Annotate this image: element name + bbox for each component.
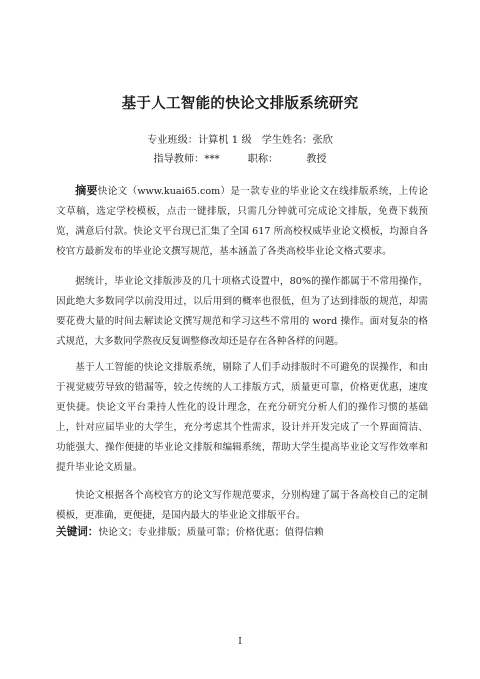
rank-value: 教授	[306, 154, 327, 165]
abstract-paragraph-4	[56, 486, 428, 526]
advisor-info-line	[0, 150, 480, 165]
abstract-label: 摘要	[75, 184, 98, 197]
author-info-line	[0, 131, 480, 146]
keywords-text: 快论文；专业排版；质量可靠；价格优惠；值得信赖	[98, 527, 324, 538]
class-value: 计算机 1 级	[197, 135, 252, 146]
paragraph-text: 基于人工智能的快论文排版系统，剔除了人们手动排版时不可避免的误操作，和由于视觉疲劳导致的错漏等，较之传统的人工排版方式，质量更可靠，价格更优惠，速度更快捷。快论文平台秉持人性化的设计理念，在充分研究分析人们的操作习惯的基础上，针对应届毕业的大学生，充分考虑其个性需求，设计并开发完成了一个界面简洁、功能强大、操作便捷的毕业论文排版和编辑系统，帮助大学生提高毕业论文写作效率和提升毕业论文质量。	[56, 362, 428, 473]
rank-label: 职称：	[247, 154, 279, 165]
page-number: I	[238, 637, 242, 647]
student-value: 张欣	[312, 135, 333, 146]
keywords-line	[56, 524, 436, 539]
document-title: 基于人工智能的快论文排版系统研究	[121, 96, 359, 112]
abstract-paragraph-3	[56, 358, 428, 478]
advisor-label: 指导教师：	[153, 154, 205, 165]
abstract-paragraph-1	[56, 181, 428, 262]
student-label: 学生姓名：	[261, 135, 313, 146]
keywords-label: 关键词：	[56, 526, 99, 538]
paragraph-text: 快论文根据各个高校官方的论文写作规范要求，分别构建了属于各高校自己的定制模板，更准确，更便捷，是国内最大的毕业论文排版平台。	[56, 490, 428, 521]
abstract-paragraph-2	[56, 272, 428, 352]
paragraph-text: 据统计，毕业论文排版涉及的几十项格式设置中，80%的操作都属于不常用操作，因此绝大多数同学以前没用过，以后用到的概率也很低，但为了达到排版的规范，却需要花费大量的时间去解读论文撰写规范和学习这些不常用的 word 操作。面对复杂的格式规范，大多数同学熬夜反复调整修改却还是存在各种各样的问题。	[56, 276, 428, 347]
advisor-value: ***	[204, 154, 220, 165]
class-label: 专业班级：	[147, 135, 198, 146]
paragraph-text: 快论文（www.kuai65.com）是一款专业的毕业论文在线排版系统，上传论文草稿，选定学校模板，点击一键排版，只需几分钟就可完成论文排版，免费下载预览，满意后付款。快论文平台现已汇集了全国 617 所高校权威毕业论文模板，均源自各校官方最新发布的毕业论文撰写规范，基本涵盖了各类高校毕业论文格式要求。	[56, 186, 428, 257]
